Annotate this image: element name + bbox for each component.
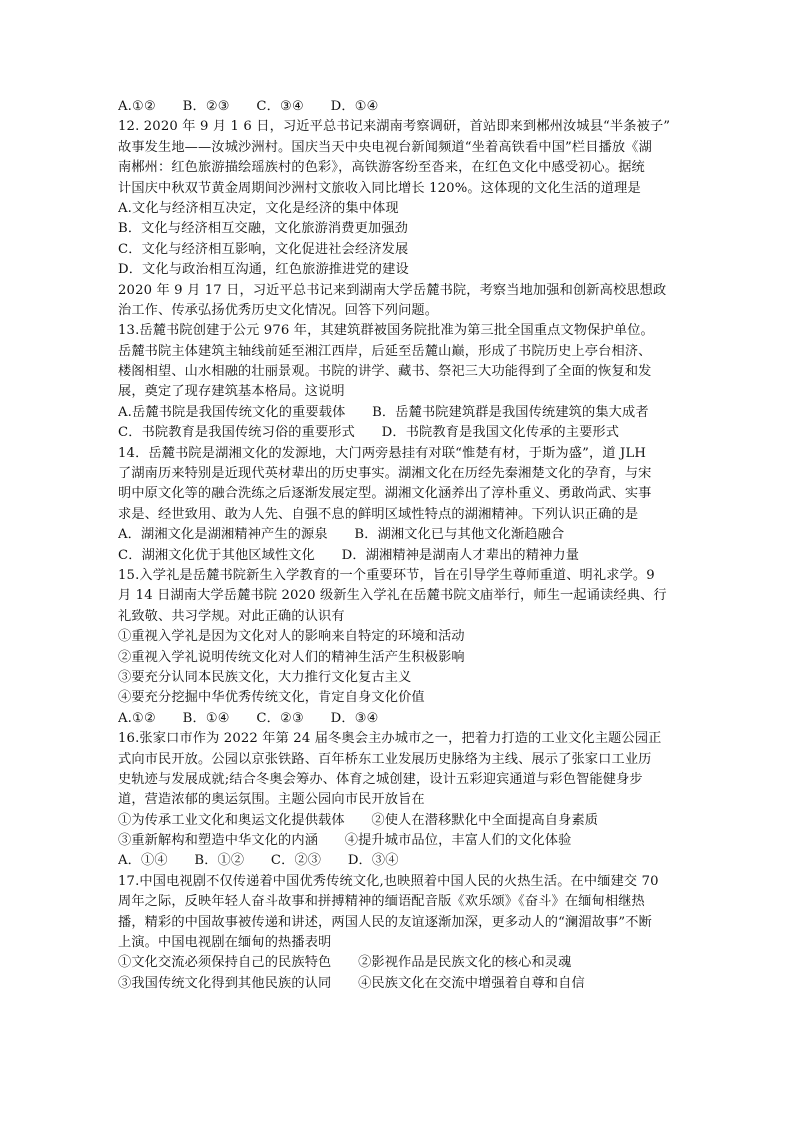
- q14-stem-line-4: 求是、经世致用、敢为人先、自强不息的鲜明区域性特点的湖湘精神。下列认识正确的是: [118, 506, 639, 522]
- q16-stem-line-4: 道，营造浓郁的奥运氛围。主题公园向市民开放旨在: [118, 792, 425, 808]
- q13-stem-line-2: 岳麓书院主体建筑主轴线前延至湘江西岸，后延至岳麓山巅，形成了书院历史上亭台相济、: [118, 343, 652, 359]
- q17-stem-line-1: 17.中国电视剧不仅传递着中国优秀传统文化,也映照着中国人民的火热生活。在中缅建交 70: [118, 873, 659, 889]
- q12-stem-line-2: 故事发生地——汝城沙洲村。国庆当天中央电视台新闻频道“坐着高铁看中国”栏目播放《湖: [118, 139, 652, 155]
- q13-options-ab: A.岳麓书院是我国传统文化的重要载体 B．岳麓书院建筑群是我国传统建筑的集大成者: [118, 404, 649, 420]
- q15-stem-line-1: 15.入学礼是岳麓书院新生入学教育的一个重要环节，旨在引导学生尊师重道、明礼求学。9: [118, 567, 655, 583]
- q14-stem-line-3: 明中原文化等的融合洗练之后逐渐发展定型。湖湘文化涵养出了淳朴重义、勇敢尚武、实事: [118, 486, 652, 502]
- q16-stem-line-1: 16.张家口市作为 2022 年第 24 届冬奥会主办城市之一，把着力打造的工业文化主题公园正: [118, 731, 662, 747]
- q14-stem-line-1: 14．岳麓书院是湖湘文化的发源地，大门两旁悬挂有对联“惟楚有材，于斯为盛”，道 JLH: [118, 445, 647, 461]
- q16-options: A．①④ B．①② C．②③ D．③④: [118, 853, 399, 869]
- q15-stem-line-3: 礼致敬、共习学规。对此正确的认识有: [118, 608, 345, 624]
- q15-item-1: ①重视入学礼是因为文化对人的影响来自特定的环境和活动: [118, 629, 465, 645]
- q17-stem-line-2: 周年之际，反映年轻人奋斗故事和拼搏精神的缅语配音版《欢乐颂》《奋斗》在缅甸相继热: [118, 894, 645, 910]
- shared-stem-line-1: 2020 年 9 月 17 日，习近平总书记来到湖南大学岳麓书院，考察当地加强和创新高校思想政: [118, 282, 667, 298]
- q17-stem-line-3: 播，精彩的中国故事被传递和讲述，两国人民的友谊逐渐加深，更多动人的“澜湄故事”不断: [118, 914, 652, 930]
- q17-stem-line-4: 上演。中国电视剧在缅甸的热播表明: [118, 935, 332, 951]
- q13-options-cd: C．书院教育是我国传统习俗的重要形式 D．书院教育是我国文化传承的主要形式: [118, 425, 620, 441]
- q17-items-34: ③我国传统文化得到其他民族的认同 ④民族文化在交流中增强着自尊和自信: [118, 975, 585, 991]
- q13-stem-line-3: 楼阁相望、山水相融的壮丽景观。书院的讲学、藏书、祭祀三大功能得到了全面的恢复和发: [118, 364, 652, 380]
- q13-stem-line-1: 13.岳麓书院创建于公元 976 年，其建筑群被国务院批准为第三批全国重点文物保护单位。: [118, 323, 654, 339]
- q16-items-34: ③重新解构和塑造中华文化的内涵 ④提升城市品位，丰富人们的文化体验: [118, 833, 572, 849]
- q12-option-b: B．文化与经济相互交融，文化旅游消费更加强劲: [118, 221, 408, 237]
- q12-option-d: D．文化与政治相互沟通，红色旅游推进党的建设: [118, 262, 409, 278]
- q16-stem-line-2: 式向市民开放。公园以京张铁路、百年桥东工业发展历史脉络为主线、展示了张家口工业历: [118, 751, 652, 767]
- q15-options: A.①② B．①④ C．②③ D．③④: [118, 710, 379, 726]
- q13-stem-line-4: 展，奠定了现存建筑基本格局。这说明: [118, 384, 345, 400]
- exam-page: [118, 97, 678, 994]
- q14-stem-line-2: 了湖南历来特别是近现代英材辈出的历史事实。湖湘文化在历经先秦湘楚文化的孕育，与宋: [118, 466, 652, 482]
- q16-stem-line-3: 史轨迹与发展成就;结合冬奥会筹办、体育之城创建，设计五彩迎宾通道与彩色智能健身步: [118, 771, 643, 787]
- q15-stem-line-2: 月 14 日湖南大学岳麓书院 2020 级新生入学礼在岳麓书院文庙举行，师生一起诵读经典、行: [118, 588, 667, 604]
- q12-stem-line-1: 12. 2020 年 9 月 1 6 日，习近平总书记来湖南考察调研，首站即来到郴州汝城县“半条被子”: [118, 119, 671, 135]
- q15-item-3: ③要充分认同本民族文化，大力推行文化复古主义: [118, 669, 412, 685]
- q12-stem-line-3: 南郴州：红色旅游描绘瑶族村的色彩》，高铁游客纷至沓来，在红色文化中感受初心。据统: [118, 160, 645, 176]
- q12-option-c: C．文化与经济相互影响，文化促进社会经济发展: [118, 241, 409, 257]
- q12-stem-line-4: 计国庆中秋双节黄金周期间沙洲村文旅收入同比增长 120%。这体现的文化生活的道理是: [118, 180, 641, 196]
- shared-stem-line-2: 治工作、传承弘扬优秀历史文化情况。回答下列问题。: [118, 302, 439, 318]
- q17-items-12: ①文化交流必须保持自己的民族特色 ②影视作品是民族文化的核心和灵魂: [118, 955, 572, 971]
- q15-item-4: ④要充分挖掘中华优秀传统文化，肯定自身文化价值: [118, 690, 425, 706]
- q12-option-a: A.文化与经济相互决定，文化是经济的集中体现: [118, 200, 399, 216]
- q15-item-2: ②重视入学礼说明传统文化对人们的精神生活产生积极影响: [118, 649, 465, 665]
- q11-options: A.①② B．②③ C．③④ D．①④: [118, 99, 379, 114]
- q16-items-12: ①为传承工业文化和奥运文化提供载体 ②使人在潜移默化中全面提高自身素质: [118, 812, 599, 828]
- q14-options-cd: C．湖湘文化优于其他区域性文化 D．湖湘精神是湖南人才辈出的精神力量: [118, 547, 580, 563]
- q14-options-ab: A．湖湘文化是湖湘精神产生的源泉 B．湖湘文化已与其他文化渐趋融合: [118, 527, 565, 543]
